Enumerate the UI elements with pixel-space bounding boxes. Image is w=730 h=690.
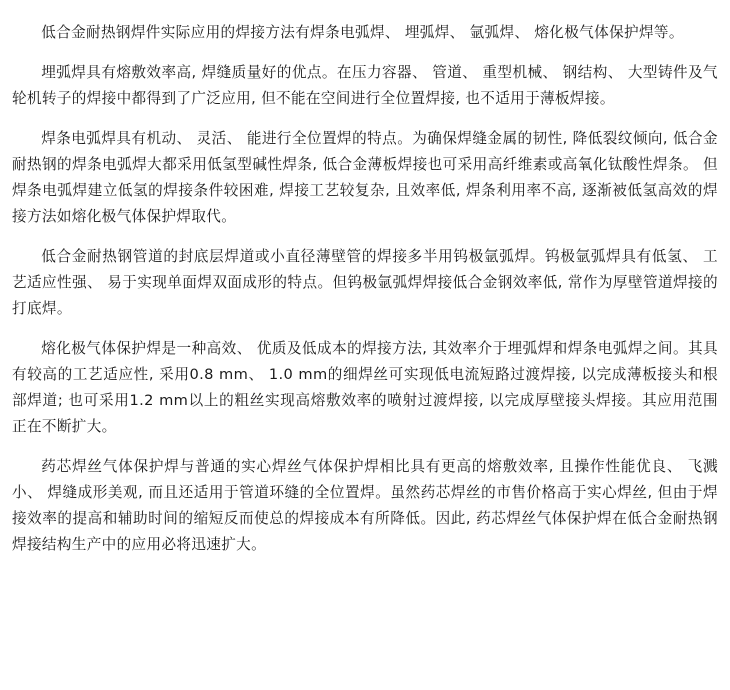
article-body (12, 20, 718, 572)
paragraph-flux-cored-welding: 药芯焊丝气体保护焊与普通的实心焊丝气体保护焊相比具有更高的熔敷效率, 且操作性能优良、 飞溅小、 焊缝成形美观, 而且还适用于管道环缝的全位置焊。虽然药芯焊丝的市售价格高于实心焊丝, 但由于焊接效率的提高和辅助时间的缩短反而使总的焊接成本有所降低。因此, 药芯焊丝气体保护焊在低合金耐热钢焊接结构生产中的应用必将迅速扩大。 (12, 458, 718, 553)
paragraph-welding-methods: 低合金耐热钢焊件实际应用的焊接方法有焊条电弧焊、 埋弧焊、 氩弧焊、 熔化极气体保护焊等。 (41, 24, 684, 41)
paragraph-shielded-metal-arc-welding: 焊条电弧焊具有机动、 灵活、 能进行全位置焊的特点。为确保焊缝金属的韧性, 降低裂纹倾向, 低合金耐热钢的焊条电弧焊大都采用低氢型碱性焊条, 低合金薄板焊接也可采用高纤维素或高氧化钛酸性焊条。 但焊条电弧焊建立低氢的焊接条件较困难, 焊接工艺较复杂, 且效率低, 焊条利用率不高, 逐渐被低氢高效的焊接方法如熔化极气体保护焊取代。 (12, 130, 718, 225)
paragraph-tig-welding: 低合金耐热钢管道的封底层焊道或小直径薄壁管的焊接多半用钨极氩弧焊。钨极氩弧焊具有低氢、 工艺适应性强、 易于实现单面焊双面成形的特点。但钨极氩弧焊焊接低合金钢效率低, 常作为厚壁管道焊接的打底焊。 (12, 248, 718, 317)
paragraph-submerged-arc-welding: 埋弧焊具有熔敷效率高, 焊缝质量好的优点。在压力容器、 管道、 重型机械、 钢结构、 大型铸件及气轮机转子的焊接中都得到了广泛应用, 但不能在空间进行全位置焊接, 也不适用于薄板焊接。 (12, 64, 718, 107)
paragraph-gmaw-welding: 熔化极气体保护焊是一种高效、 优质及低成本的焊接方法, 其效率介于埋弧焊和焊条电弧焊之间。其具有较高的工艺适应性, 采用0.8 mm、 1.0 mm的细焊丝可实现低电流短路过渡焊接, 以完成薄板接头和根部焊道; 也可采用1.2 mm以上的粗丝实现高熔敷效率的喷射过渡焊接, 以完成厚壁接头焊接。其应用范围正在不断扩大。 (12, 340, 718, 435)
